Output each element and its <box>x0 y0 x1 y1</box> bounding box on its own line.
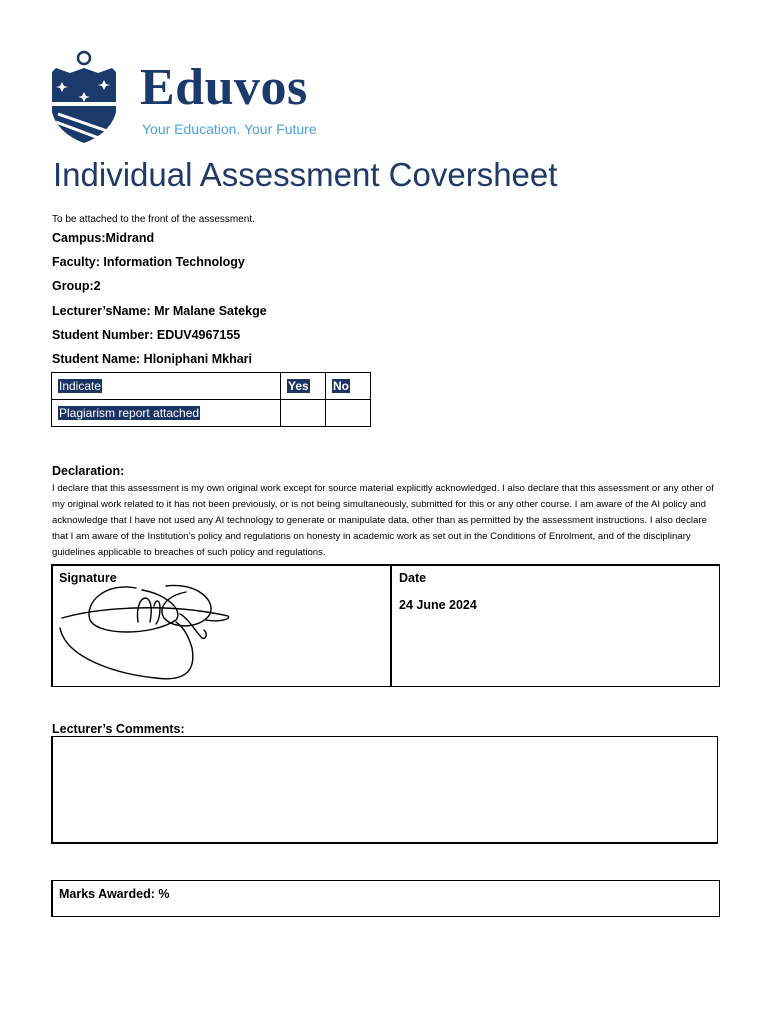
date-value: 24 June 2024 <box>399 598 477 612</box>
comments-box[interactable] <box>51 736 718 844</box>
campus-field: Campus:Midrand <box>52 231 155 245</box>
marks-label: Marks Awarded: % <box>59 887 170 901</box>
lecturer-field: Lecturer’sName: Mr Malane Satekge <box>52 304 267 318</box>
page-title: Individual Assessment Coversheet <box>53 156 558 193</box>
logo-tagline: Your Education. Your Future <box>142 121 317 137</box>
no-header: No <box>326 373 371 400</box>
plagiarism-item: Plagiarism report attached <box>52 400 281 427</box>
comments-label: Lecturer’s Comments: <box>52 722 185 736</box>
indicate-header: Indicate <box>52 373 281 400</box>
signature-divider <box>390 564 392 687</box>
plagiarism-yes-cell[interactable] <box>281 400 326 427</box>
declaration-heading: Declaration: <box>52 464 125 478</box>
signature-label: Signature <box>59 571 117 585</box>
attach-note: To be attached to the front of the assessment. <box>52 214 255 225</box>
student-number-field: Student Number: EDUV4967155 <box>52 328 241 342</box>
date-label: Date <box>399 571 427 585</box>
indicate-table <box>51 372 371 427</box>
logo-wordmark: Eduvos <box>140 59 308 116</box>
handwritten-signature <box>56 578 240 684</box>
student-name-field: Student Name: Hloniphani Mkhari <box>52 352 253 366</box>
declaration-text: I declare that this assessment is my own original work except for source material explicitly acknowledged. I also declare that this assessment or any other of my original work related to it has not been previously, or is not being simultaneously, submitted for this or any other course. I am aware of the AI policy and acknowledge that I have not used any AI technology to generate or manipulate data, other than as permitted by the assessment instructions. I also declare that I am aware of the Institution’s policy and regulations on honesty in academic work as set out in the Conditions of Enrolment, and of the disciplinary guidelines applicable to breaches of such policy and regulations. <box>52 483 714 558</box>
faculty-field: Faculty: Information Technology <box>52 255 245 269</box>
table-header-row <box>52 373 371 400</box>
table-row <box>52 400 371 427</box>
yes-header: Yes <box>281 373 326 400</box>
plagiarism-no-cell[interactable] <box>326 400 371 427</box>
group-field: Group:2 <box>52 279 101 293</box>
eduvos-shield-logo <box>50 48 120 144</box>
